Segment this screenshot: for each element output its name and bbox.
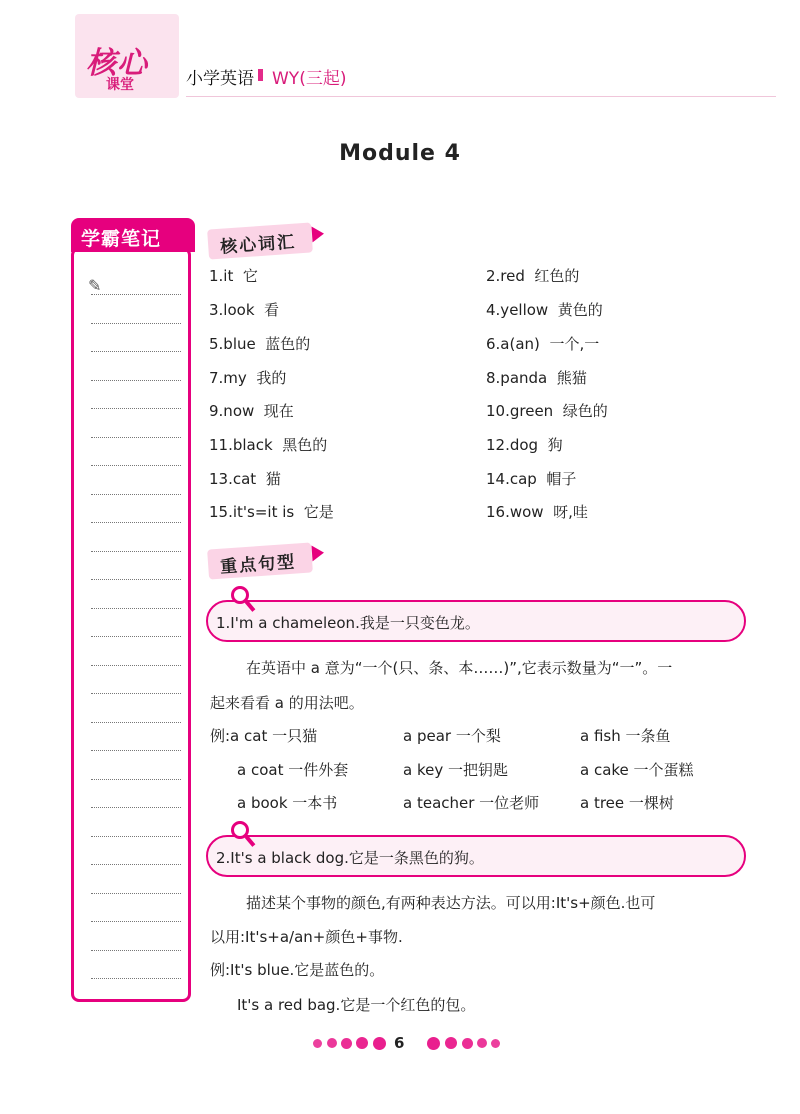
example-item: a key 一把钥匙: [403, 761, 508, 779]
note-line: [91, 608, 181, 609]
note-line: [91, 722, 181, 723]
vocab-item: 14.cap 帽子: [486, 470, 577, 488]
note-line: [91, 437, 181, 438]
sentence-2-para-2: 以用:It's+a/an+颜色+事物.: [210, 928, 403, 946]
footer-dot: [373, 1037, 386, 1050]
note-line: [91, 636, 181, 637]
example-item: a tree 一棵树: [580, 794, 674, 812]
header-edition: WY(三起): [272, 69, 347, 89]
vocab-item: 12.dog 狗: [486, 436, 563, 454]
sentence-1-heading: 1.I'm a chameleon.我是一只变色龙。: [216, 614, 480, 632]
note-line: [91, 665, 181, 666]
vocab-item: 1.it 它: [209, 267, 258, 285]
vocab-item: 3.look 看: [209, 301, 280, 319]
note-line: [91, 551, 181, 552]
vocab-item: 4.yellow 黄色的: [486, 301, 603, 319]
notes-title: 学霸笔记: [81, 228, 162, 250]
note-line: [91, 465, 181, 466]
vocab-label: 核心词汇: [219, 232, 297, 258]
note-line: [91, 921, 181, 922]
note-line: [91, 978, 181, 979]
note-line: [91, 779, 181, 780]
note-line: [91, 522, 181, 523]
header-separator: [258, 69, 263, 81]
header-subject: 小学英语: [186, 69, 254, 89]
note-line: [91, 323, 181, 324]
example-item: a coat 一件外套: [237, 761, 349, 779]
sentence-1-para-2: 起来看看 a 的用法吧。: [210, 694, 364, 712]
sentence-1-para-1: 在英语中 a 意为“一个(只、条、本……)”,它表示数量为“一”。一: [246, 659, 673, 677]
note-line: [91, 950, 181, 951]
note-line: [91, 836, 181, 837]
note-line: [91, 807, 181, 808]
footer-dot: [445, 1037, 457, 1049]
footer-dot: [462, 1038, 473, 1049]
notes-panel: [71, 247, 191, 1002]
example-item: 例:a cat 一只猫: [210, 727, 318, 745]
sentence-2-example-2: It's a red bag.它是一个红色的包。: [237, 996, 476, 1014]
page-number: 6: [394, 1034, 405, 1052]
vocab-item: 2.red 红色的: [486, 267, 580, 285]
footer-dot: [427, 1037, 440, 1050]
note-line: [91, 750, 181, 751]
vocab-item: 16.wow 呀,哇: [486, 503, 588, 521]
sentence-2-para-1: 描述某个事物的颜色,有两种表达方法。可以用:It's+颜色.也可: [246, 894, 656, 912]
note-line: [91, 380, 181, 381]
sentence-2-example-1: 例:It's blue.它是蓝色的。: [210, 961, 385, 979]
example-item: a teacher 一位老师: [403, 794, 540, 812]
example-item: a pear 一个梨: [403, 727, 501, 745]
header-rule: [186, 96, 776, 97]
vocab-item: 10.green 绿色的: [486, 402, 608, 420]
footer-dot: [313, 1039, 322, 1048]
logo-text-bottom: 课堂: [106, 77, 134, 93]
footer-dot: [491, 1039, 500, 1048]
footer-dot: [341, 1038, 352, 1049]
vocab-label-arrow: [311, 226, 324, 243]
note-line: [91, 494, 181, 495]
sentence-2-heading: 2.It's a black dog.它是一条黑色的狗。: [216, 849, 484, 867]
vocab-item: 5.blue 蓝色的: [209, 335, 311, 353]
vocab-item: 7.my 我的: [209, 369, 287, 387]
note-line: [91, 579, 181, 580]
vocab-item: 11.black 黑色的: [209, 436, 328, 454]
footer-dot: [477, 1038, 487, 1048]
footer-dot: [327, 1038, 337, 1048]
note-line: [91, 351, 181, 352]
footer-dot: [356, 1037, 368, 1049]
note-line: [91, 864, 181, 865]
vocab-item: 9.now 现在: [209, 402, 294, 420]
vocab-item: 13.cat 猫: [209, 470, 281, 488]
vocab-item: 8.panda 熊猫: [486, 369, 587, 387]
example-item: a cake 一个蛋糕: [580, 761, 694, 779]
sentence-label-arrow: [311, 545, 324, 562]
note-line: [91, 893, 181, 894]
example-item: a fish 一条鱼: [580, 727, 671, 745]
logo-text-top: 核心: [86, 46, 148, 81]
note-line: [91, 408, 181, 409]
example-item: a book 一本书: [237, 794, 338, 812]
pencil-icon: ✎: [88, 276, 102, 295]
note-line: [91, 294, 181, 295]
sentence-label: 重点句型: [219, 552, 297, 578]
page-title: Module 4: [339, 141, 461, 166]
vocab-item: 15.it's=it is 它是: [209, 503, 334, 521]
note-line: [91, 693, 181, 694]
vocab-item: 6.a(an) 一个,一: [486, 335, 600, 353]
